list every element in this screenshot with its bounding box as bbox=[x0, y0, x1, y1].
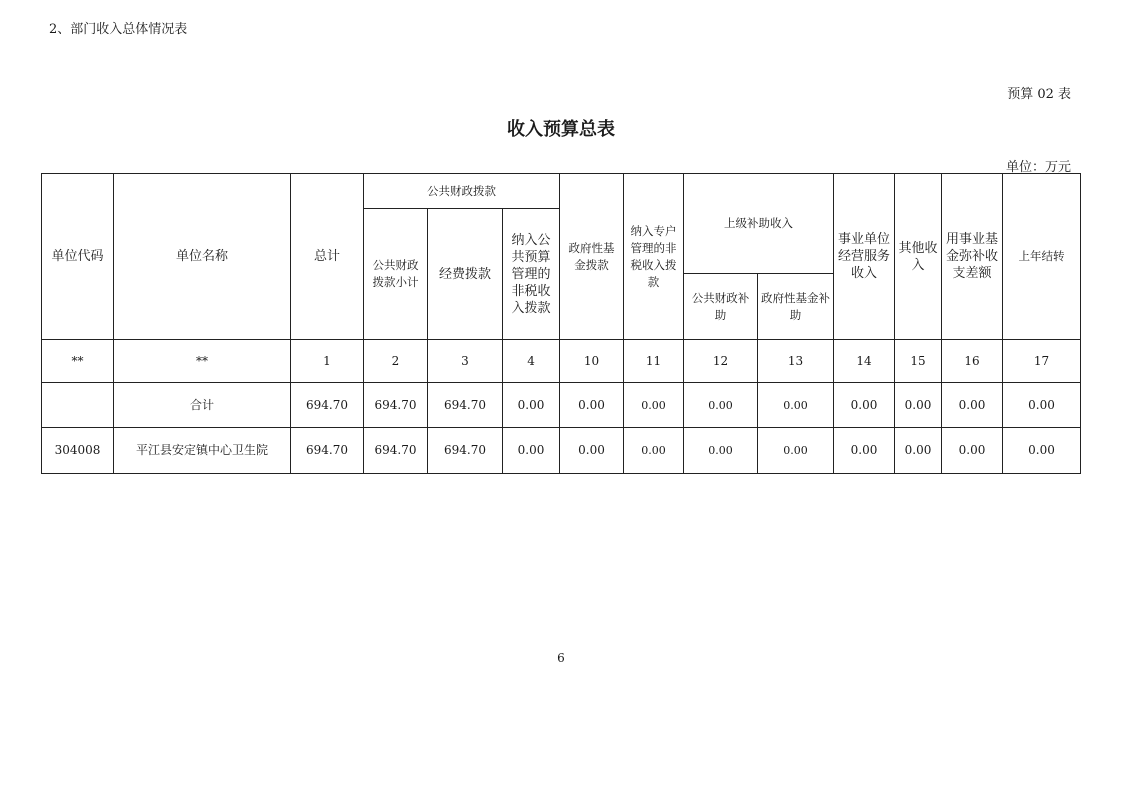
row-value: 0.00 bbox=[942, 428, 1003, 474]
index-cell: 2 bbox=[364, 340, 428, 383]
index-row bbox=[42, 340, 1081, 383]
row-value: 0.00 bbox=[503, 428, 560, 474]
index-cell: 13 bbox=[758, 340, 834, 383]
header-business-fund-offset: 用事业基金弥补收支差额 bbox=[942, 174, 1003, 340]
row-code bbox=[42, 383, 114, 428]
header-business-income: 事业单位经营服务收入 bbox=[834, 174, 895, 340]
index-cell: 15 bbox=[895, 340, 942, 383]
row-name: 合计 bbox=[114, 383, 291, 428]
header-public-fiscal-subtotal: 公共财政拨款小计 bbox=[364, 209, 428, 340]
income-budget-table bbox=[41, 173, 1081, 474]
row-value: 0.00 bbox=[624, 383, 684, 428]
index-cell: 16 bbox=[942, 340, 1003, 383]
row-value: 0.00 bbox=[560, 428, 624, 474]
row-value: 0.00 bbox=[942, 383, 1003, 428]
header-public-fiscal-group: 公共财政拨款 bbox=[364, 174, 560, 209]
row-value: 0.00 bbox=[624, 428, 684, 474]
row-value: 0.00 bbox=[895, 428, 942, 474]
index-cell: ** bbox=[42, 340, 114, 383]
table-row bbox=[42, 383, 1081, 428]
row-code: 304008 bbox=[42, 428, 114, 474]
header-nontax-in-budget: 纳入公共预算管理的非税收入拨款 bbox=[503, 209, 560, 340]
row-value: 0.00 bbox=[1003, 428, 1081, 474]
header-higher-gov-fund: 政府性基金补助 bbox=[758, 274, 834, 340]
index-cell: 4 bbox=[503, 340, 560, 383]
header-other-income: 其他收入 bbox=[895, 174, 942, 340]
page-number: 6 bbox=[557, 651, 565, 665]
index-cell: 3 bbox=[428, 340, 503, 383]
header-unit-code: 单位代码 bbox=[42, 174, 114, 340]
index-cell: 14 bbox=[834, 340, 895, 383]
table-row bbox=[42, 428, 1081, 474]
row-value: 0.00 bbox=[758, 383, 834, 428]
header-funding-allocation: 经费拨款 bbox=[428, 209, 503, 340]
row-value: 694.70 bbox=[428, 428, 503, 474]
header-higher-level-group: 上级补助收入 bbox=[684, 174, 834, 274]
row-value: 694.70 bbox=[291, 428, 364, 474]
header-unit-name: 单位名称 bbox=[114, 174, 291, 340]
row-value: 694.70 bbox=[428, 383, 503, 428]
index-cell: 11 bbox=[624, 340, 684, 383]
row-value: 0.00 bbox=[834, 383, 895, 428]
table-number: 预算 02 表 bbox=[1007, 87, 1071, 102]
row-value: 0.00 bbox=[1003, 383, 1081, 428]
header-prior-year-carryover: 上年结转 bbox=[1003, 174, 1081, 340]
row-value: 0.00 bbox=[758, 428, 834, 474]
header-gov-fund-allocation: 政府性基金拨款 bbox=[560, 174, 624, 340]
row-value: 0.00 bbox=[503, 383, 560, 428]
header-row-1 bbox=[42, 174, 1081, 209]
header-special-account-nontax: 纳入专户管理的非税收入拨款 bbox=[624, 174, 684, 340]
header-total: 总计 bbox=[291, 174, 364, 340]
section-heading: 2、部门收入总体情况表 bbox=[49, 22, 188, 37]
row-value: 694.70 bbox=[364, 428, 428, 474]
row-value: 0.00 bbox=[684, 383, 758, 428]
unit-label: 单位：万元 bbox=[1005, 160, 1071, 175]
document-title: 收入预算总表 bbox=[507, 119, 615, 140]
row-value: 0.00 bbox=[560, 383, 624, 428]
row-value: 694.70 bbox=[291, 383, 364, 428]
index-cell: 12 bbox=[684, 340, 758, 383]
index-cell: 17 bbox=[1003, 340, 1081, 383]
row-value: 0.00 bbox=[684, 428, 758, 474]
header-higher-public-fiscal: 公共财政补助 bbox=[684, 274, 758, 340]
index-cell: ** bbox=[114, 340, 291, 383]
index-cell: 1 bbox=[291, 340, 364, 383]
row-value: 0.00 bbox=[895, 383, 942, 428]
index-cell: 10 bbox=[560, 340, 624, 383]
row-name: 平江县安定镇中心卫生院 bbox=[114, 428, 291, 474]
row-value: 694.70 bbox=[364, 383, 428, 428]
row-value: 0.00 bbox=[834, 428, 895, 474]
